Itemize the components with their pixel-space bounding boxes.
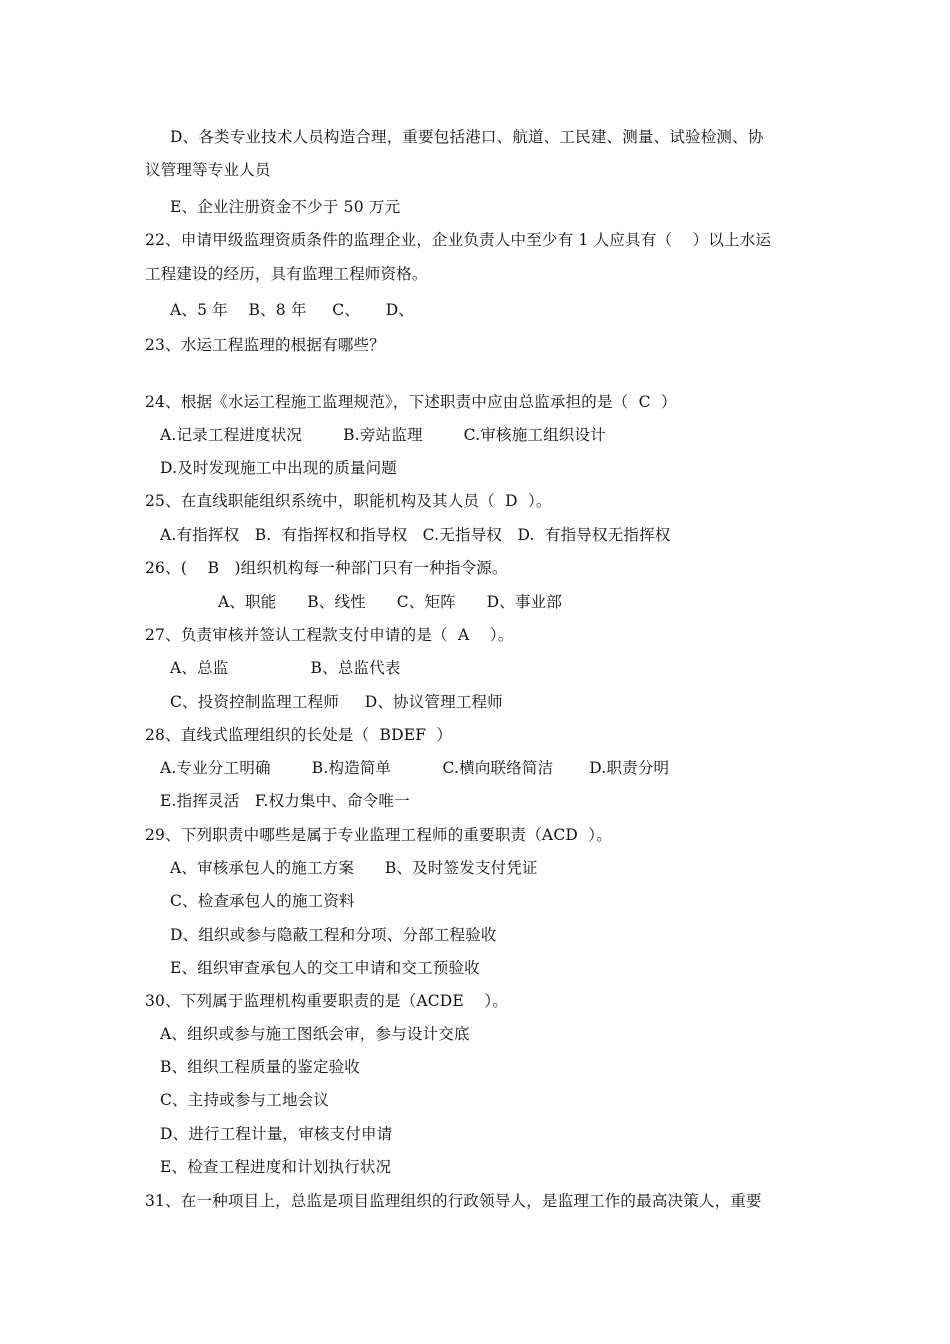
options-line: A、总监 B、总监代表 (170, 659, 401, 677)
options-line: E.指挥灵活 F.权力集中、命令唯一 (160, 792, 410, 810)
question-31: 31、在一种项目上，总监是项目监理组织的行政领导人，是监理工作的最高决策人，重要 (145, 1192, 762, 1210)
options-line: C、检查承包人的施工资料 (170, 892, 355, 910)
text-line: 议管理等专业人员 (145, 161, 271, 179)
options-line: E、组织审查承包人的交工申请和交工预验收 (170, 959, 480, 977)
question-28: 28、直线式监理组织的长处是（ BDEF ） (145, 726, 453, 744)
options-line: A、组织或参与施工图纸会审，参与设计交底 (160, 1025, 470, 1043)
options-line: A.专业分工明确 B.构造简单 C.横向联络简洁 D.职责分明 (160, 759, 670, 777)
options-line: E、检查工程进度和计划执行状况 (160, 1158, 392, 1176)
text-line: 工程建设的经历，具有监理工程师资格。 (145, 265, 428, 283)
options-line: D、进行工程计量，审核支付申请 (160, 1125, 393, 1143)
question-24: 24、根据《水运工程施工监理规范》，下述职责中应由总监承担的是（ C ） (145, 393, 677, 411)
options-line: C、投资控制监理工程师 D、协议管理工程师 (170, 693, 503, 711)
question-25: 25、在直线职能组织系统中，职能机构及其人员（ D ）。 (145, 492, 552, 510)
question-29: 29、下列职责中哪些是属于专业监理工程师的重要职责（ACD ）。 (145, 826, 612, 844)
options-line: A.有指挥权 B. 有指挥权和指导权 C.无指导权 D. 有指导权无指挥权 (160, 526, 671, 544)
question-23: 23、水运工程监理的根据有哪些？ (145, 336, 385, 354)
options-line: A、5 年 B、8 年 C、 D、 (170, 301, 415, 319)
question-30: 30、下列属于监理机构重要职责的是（ACDE ）。 (145, 992, 509, 1010)
options-line: C、主持或参与工地会议 (160, 1091, 330, 1109)
options-line: A、审核承包人的施工方案 B、及时签发支付凭证 (170, 859, 538, 877)
question-27: 27、负责审核并签认工程款支付申请的是（ A ）。 (145, 626, 514, 644)
options-line: D.及时发现施工中出现的质量问题 (160, 459, 398, 477)
question-22: 22、申请甲级监理资质条件的监理企业，企业负责人中至少有 1 人应具有（ ）以上水运 (145, 231, 772, 249)
text-line: E、企业注册资金不少于 50 万元 (170, 198, 401, 216)
text-line: D、各类专业技术人员构造合理，重要包括港口、航道、工民建、测量、试验检测、协 (170, 128, 764, 146)
options-line: D、组织或参与隐蔽工程和分项、分部工程验收 (170, 926, 497, 944)
options-line: B、组织工程质量的鉴定验收 (160, 1058, 360, 1076)
question-26: 26、( B )组织机构每一种部门只有一种指令源。 (145, 559, 508, 577)
options-line: A、职能 B、线性 C、矩阵 D、事业部 (218, 593, 563, 611)
options-line: A.记录工程进度状况 B.旁站监理 C.审核施工组织设计 (160, 426, 606, 444)
